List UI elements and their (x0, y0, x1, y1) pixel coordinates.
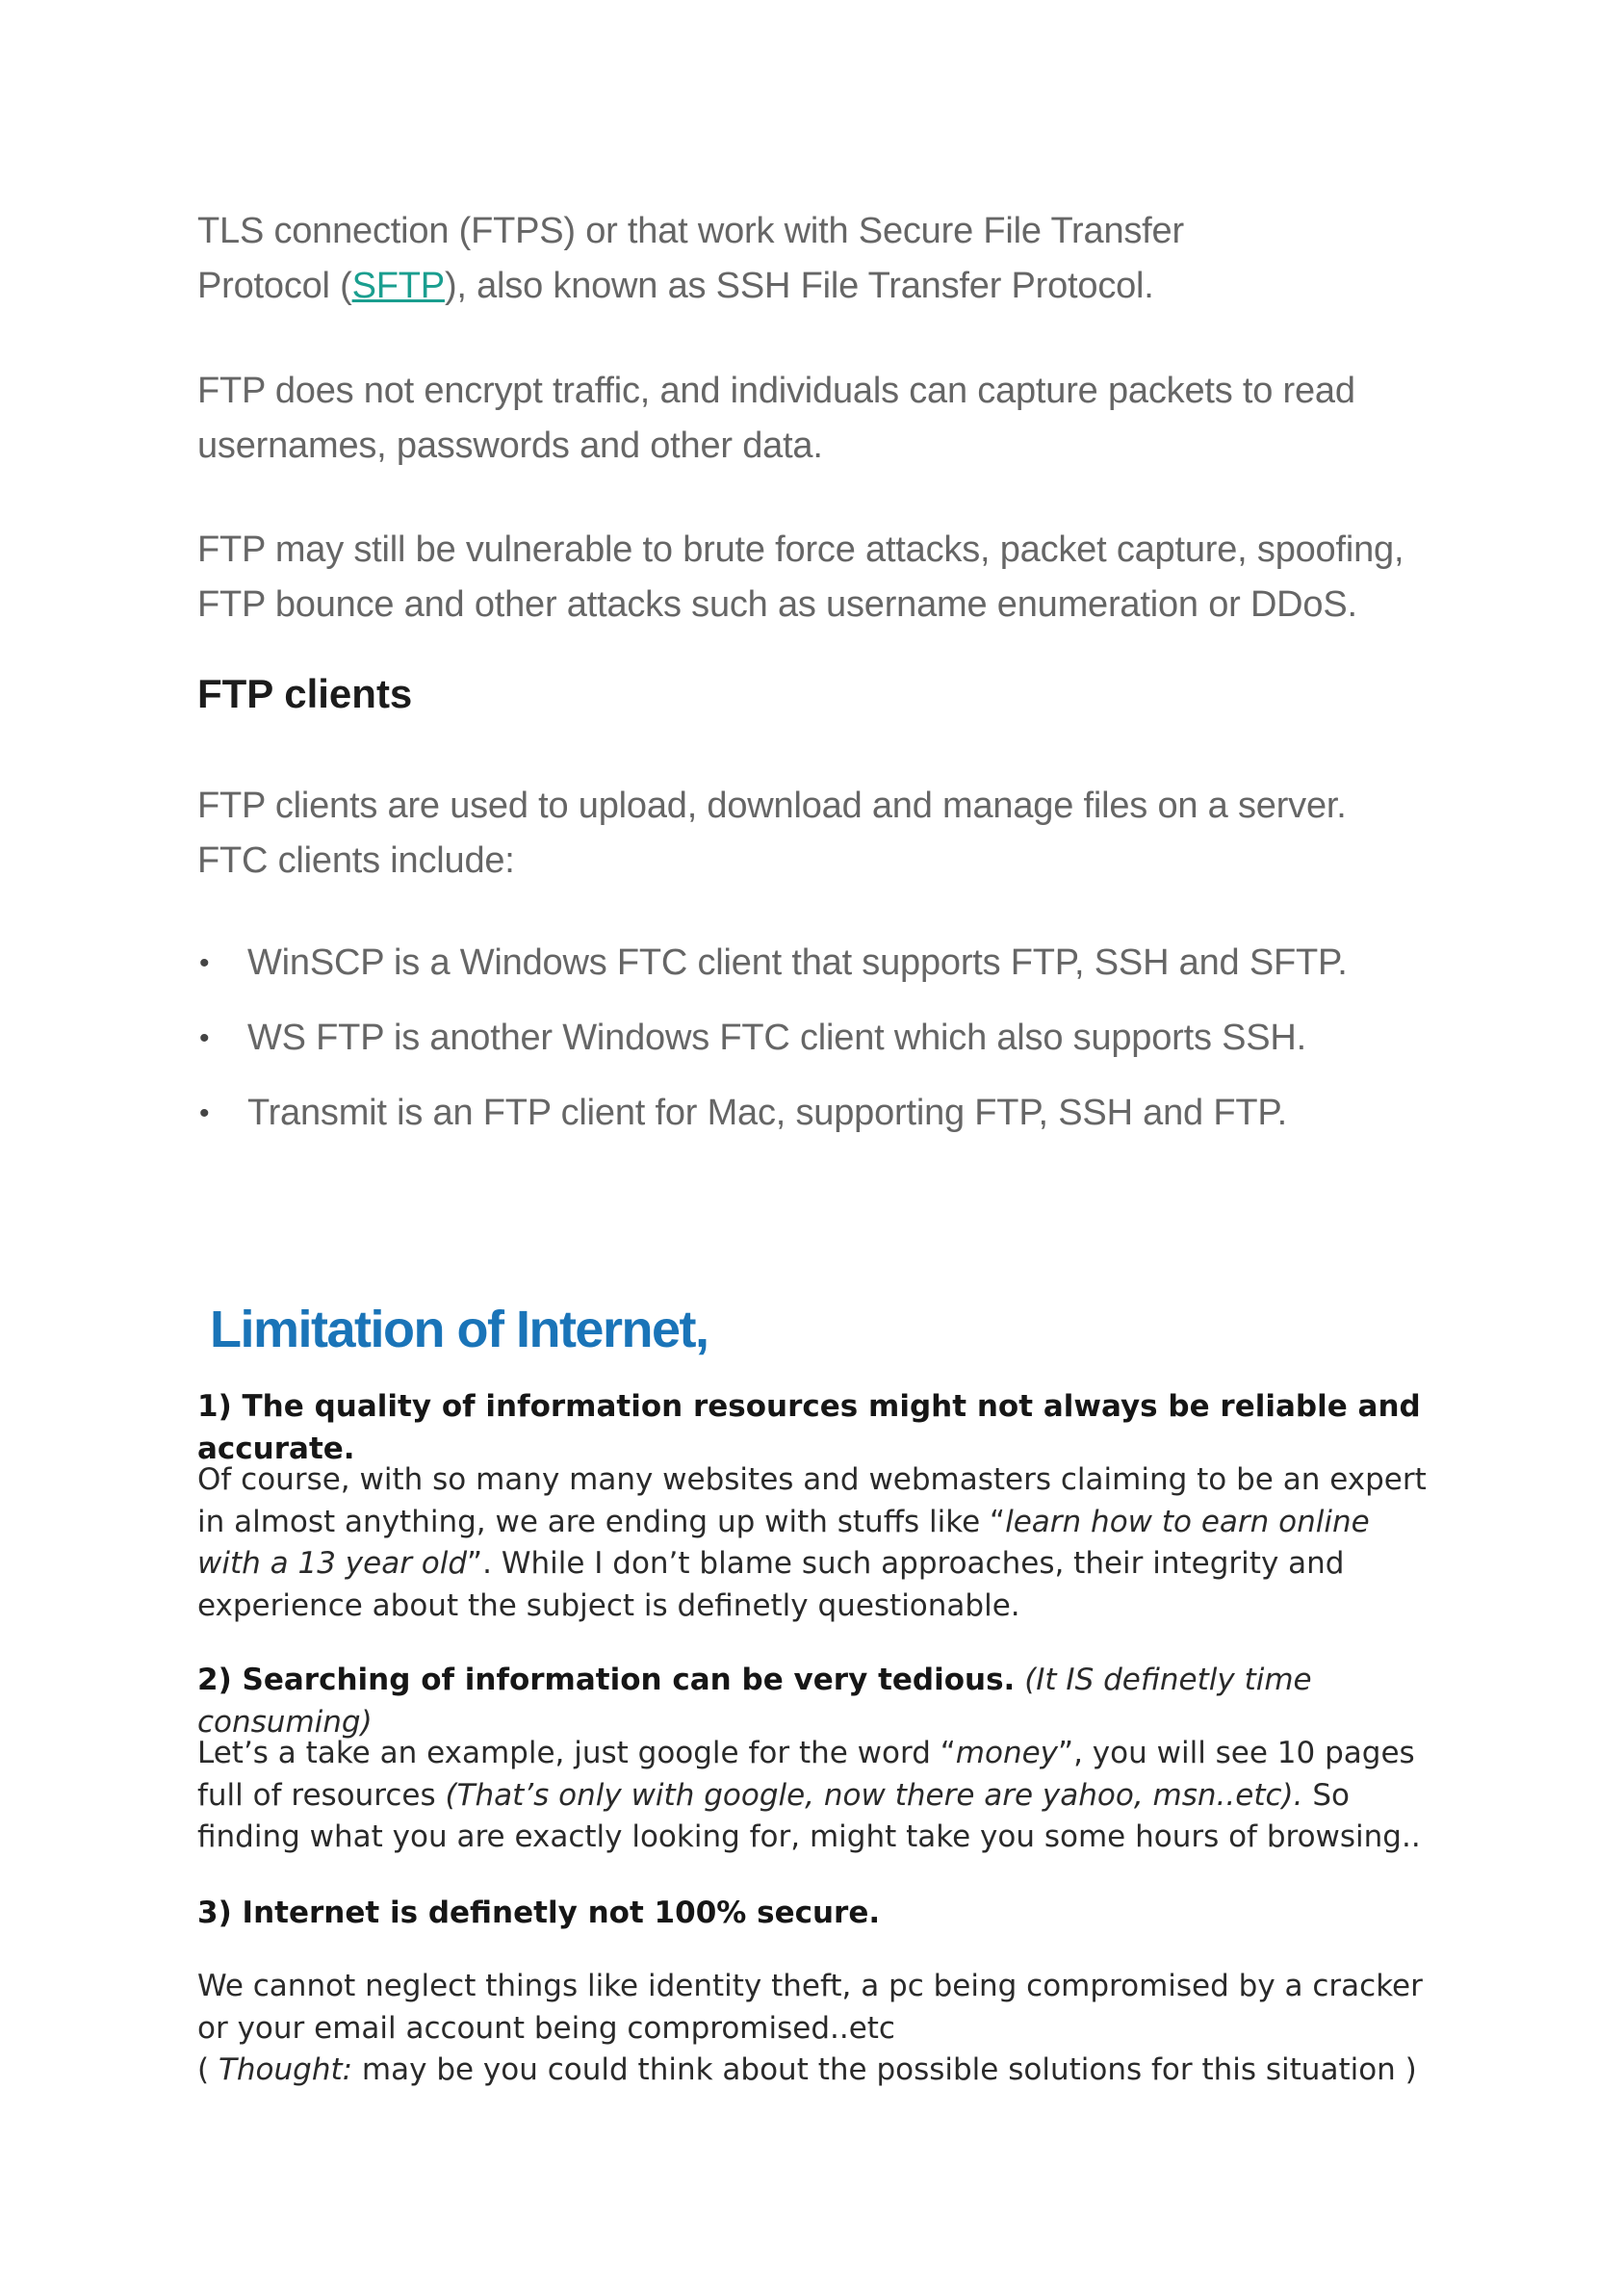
list-item (197, 936, 1449, 1011)
point-2-body-middle: ”, you will see 10 pages full of resources (197, 1736, 1415, 1813)
ftp-clients-intro (197, 779, 1410, 889)
intro-paragraph-2 (197, 364, 1430, 474)
point-3-title-text: 3) Internet is definetly not 100% secure. (197, 1896, 881, 1930)
bullet-icon: • (199, 1022, 210, 1054)
point-1-body-start: Of course, with so many many websites and webmasters claiming to be an expert in almost anything, we are ending up with stuffs like “ (197, 1462, 1427, 1539)
ftp-clients-list (197, 936, 1449, 1161)
intro-paragraph-3 (197, 523, 1458, 632)
list-item (197, 1011, 1449, 1086)
intro-p3-text: FTP may still be vulnerable to brute force attacks, packet capture, spoofing, FTP bounce and other attacks such as username enumeration or DDoS. (197, 529, 1404, 625)
ftp-clients-intro-text: FTP clients are used to upload, download and manage files on a server. FTC clients include: (197, 786, 1347, 881)
limitation-point-1-body (197, 1459, 1439, 1627)
ftp-clients-section (197, 671, 1449, 717)
bullet-icon: • (199, 947, 210, 979)
intro-p1-tail: ), also known as SSH File Transfer Protocol. (444, 266, 1154, 306)
point-1-body-end: ”. While I don’t blame such approaches, their integrity and experience about the subject is definetly questionable. (197, 1546, 1345, 1623)
thought-open: ( (197, 2052, 219, 2087)
limitation-point-1-title (197, 1386, 1468, 1470)
list-item (197, 1086, 1449, 1161)
ftp-clients-list-wrapper (197, 936, 1449, 1161)
ftp-clients-heading: FTP clients (197, 671, 413, 716)
point-2-body-end: So finding what you are exactly looking for, might take you some hours of browsing.. (197, 1777, 1421, 1854)
limitations-heading: Limitation of Internet, (210, 1301, 708, 1358)
point-2-body-word: money (955, 1736, 1059, 1770)
list-item-text: WinSCP is a Windows FTC client that supports FTP, SSH and SFTP. (247, 942, 1348, 983)
limitation-point-3-body (197, 1966, 1449, 2092)
point-3-body-text: We cannot neglect things like identity theft, a pc being compromised by a cracker or your email account being compromised..etc (197, 1969, 1423, 2046)
limitation-point-3-title (197, 1893, 1449, 1935)
point-2-body-aside: (That’s only with google, now there are yahoo, msn..etc). (445, 1777, 1303, 1813)
limitation-point-2-title (197, 1660, 1468, 1743)
sftp-link[interactable]: SFTP (351, 266, 445, 306)
point-2-body-start: Let’s a take an example, just google for the word “ (197, 1736, 956, 1770)
point-1-body-quote: learn how to earn online with a 13 year old (197, 1504, 1370, 1581)
thought-label: Thought: (218, 2052, 353, 2087)
point-2-title-text: 2) Searching of information can be very tedious. (197, 1663, 1016, 1697)
intro-p1-protocol: Protocol ( (197, 266, 352, 306)
intro-p1-line1: TLS connection (FTPS) or that work with Secure File Transfer (197, 211, 1184, 251)
point-2-title-note: (It IS definetly time consuming) (197, 1663, 1312, 1740)
limitation-point-2-body (197, 1733, 1449, 1859)
list-item-text: WS FTP is another Windows FTC client which also supports SSH. (247, 1018, 1307, 1058)
intro-p2-text: FTP does not encrypt traffic, and individuals can capture packets to read usernames, passwords and other data. (197, 371, 1355, 466)
point-1-title-text: 1) The quality of information resources might not always be reliable and accurate. (197, 1389, 1421, 1466)
limitations-heading-wrapper (210, 1300, 1461, 1359)
point-3-thought (197, 2050, 1449, 2092)
bullet-icon: • (199, 1097, 210, 1129)
intro-paragraph-1 (197, 204, 1449, 314)
list-item-text: Transmit is an FTP client for Mac, supporting FTP, SSH and FTP. (247, 1093, 1287, 1133)
thought-text: may be you could think about the possible solutions for this situation ) (352, 2052, 1417, 2087)
